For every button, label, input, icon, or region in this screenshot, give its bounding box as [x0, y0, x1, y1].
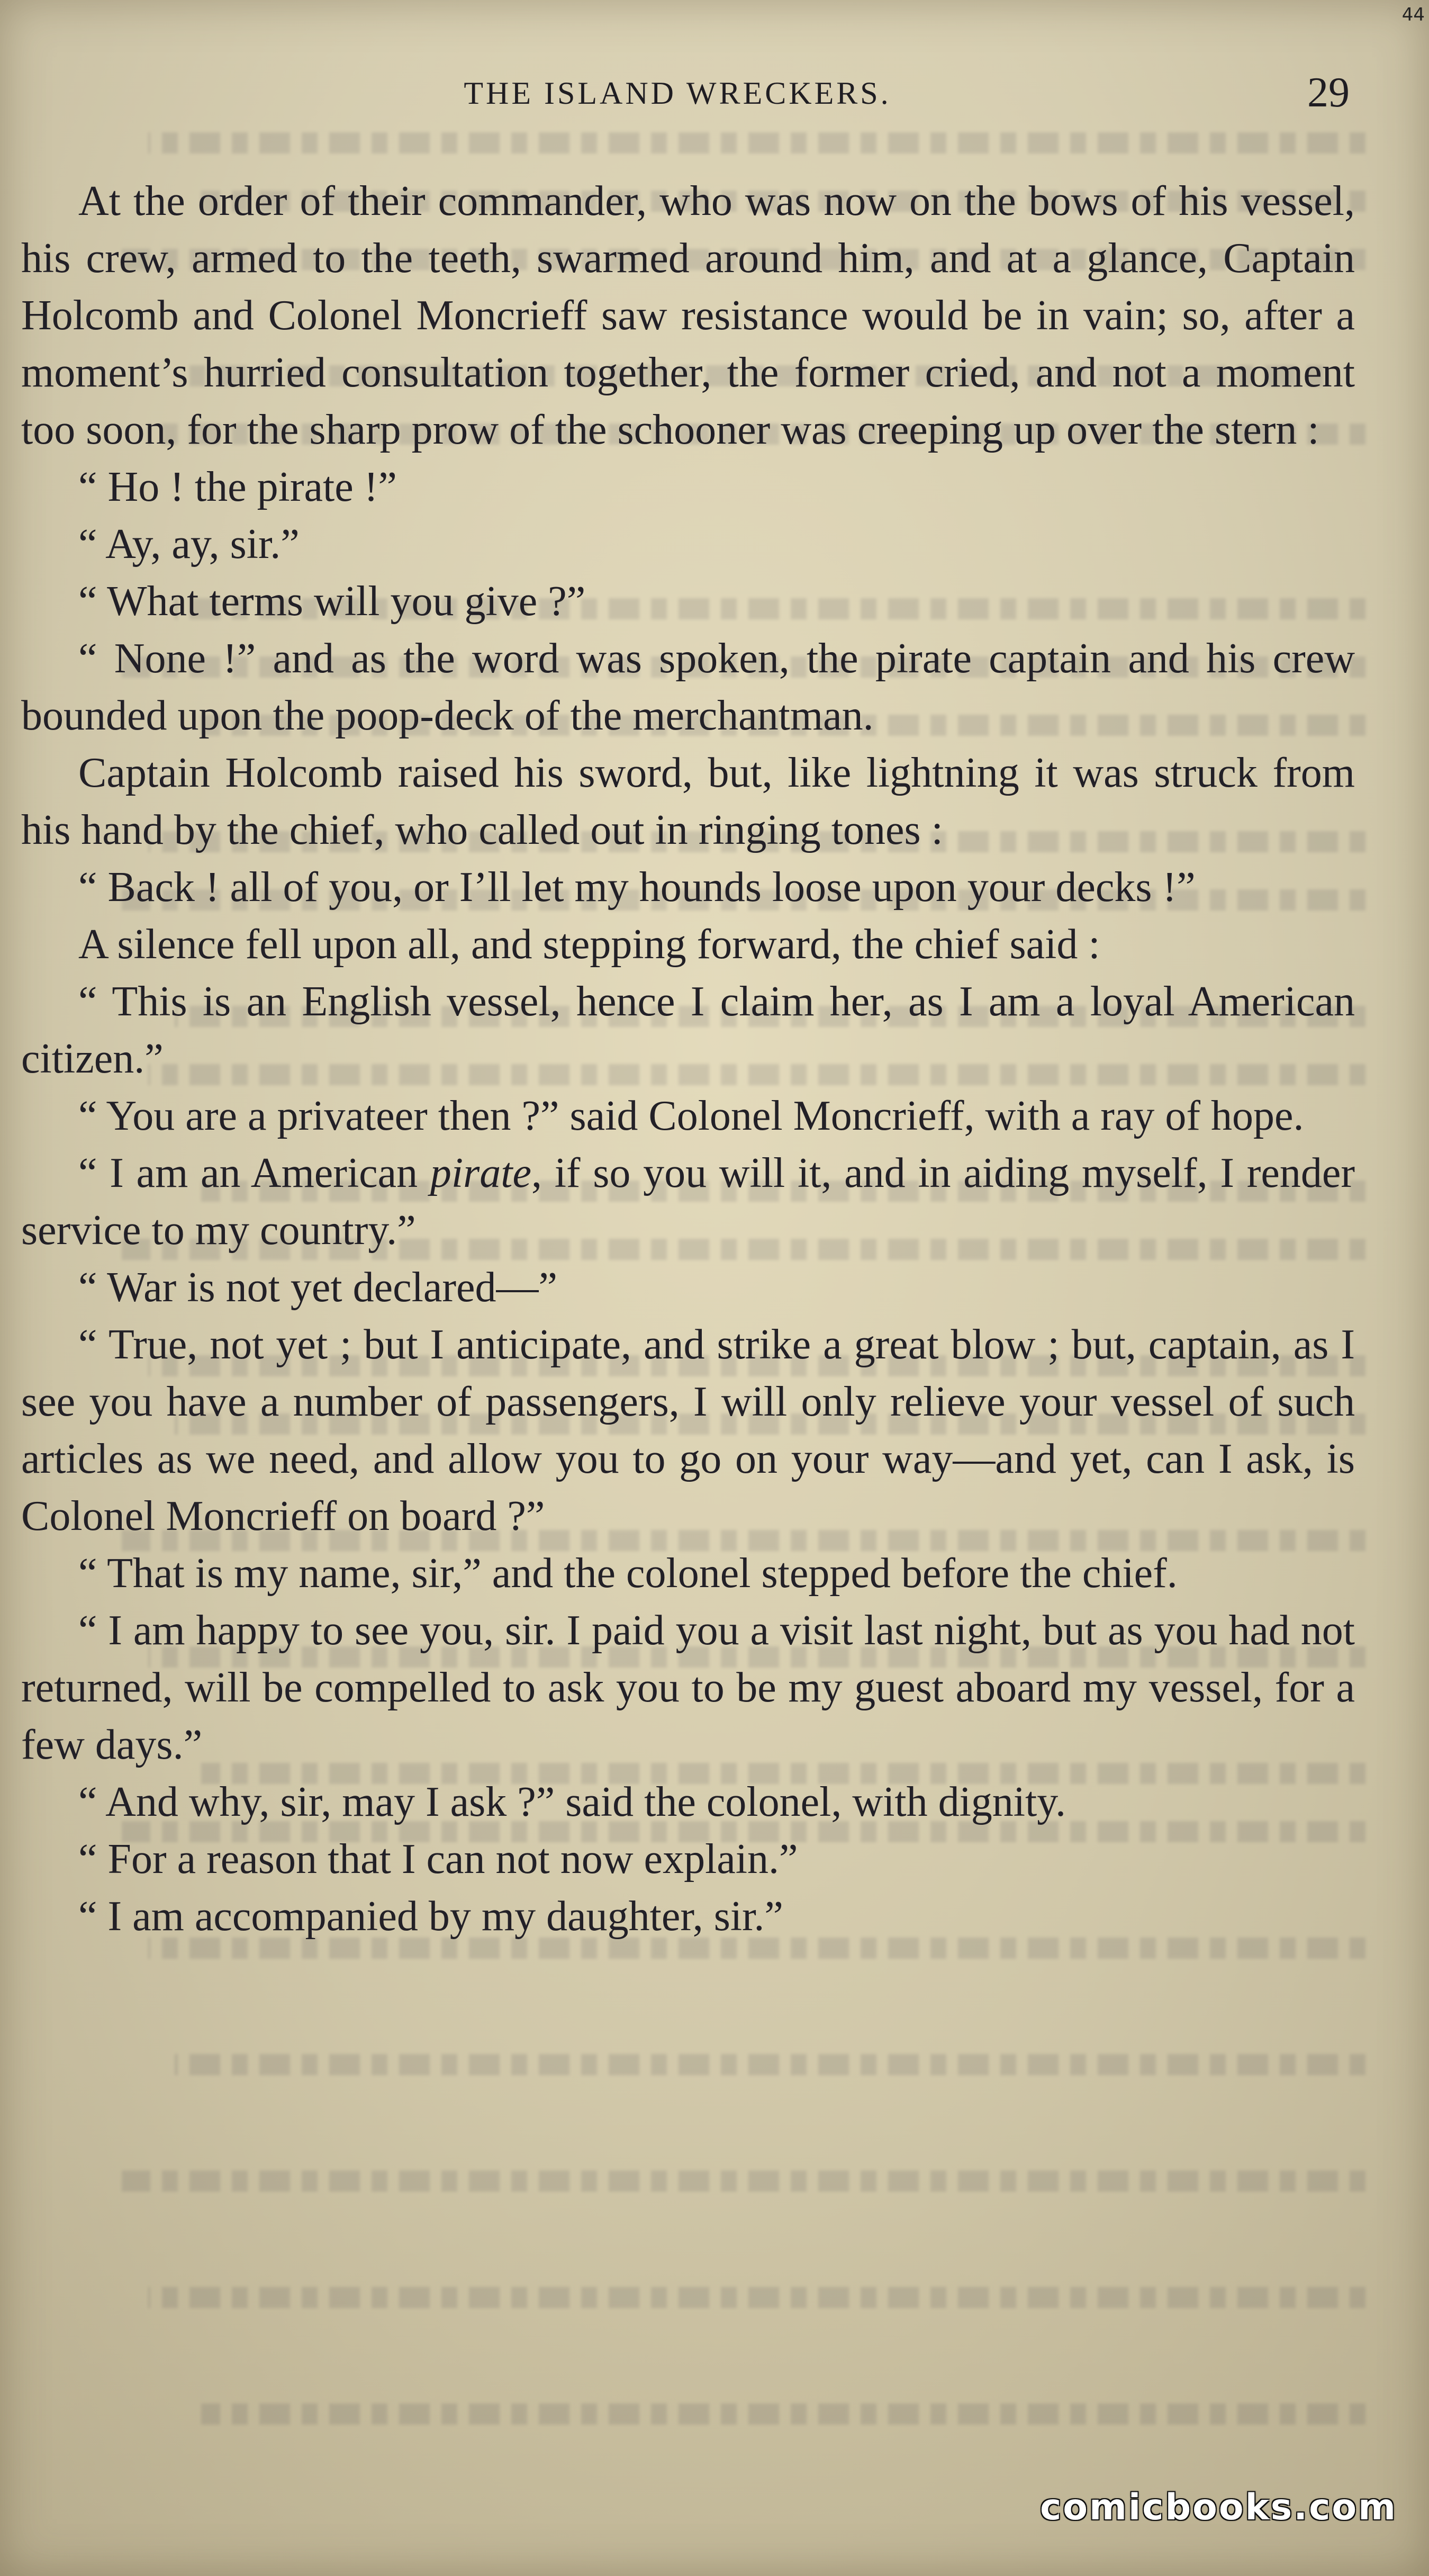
site-watermark: comicbooks.com	[1039, 2487, 1397, 2528]
paragraph: “ True, not yet ; but I anticipate, and strike a great blow ; but, captain, as I see you have a number of passengers, I will only relieve your vessel of such articles as we need, and allow you to go on your way—and yet, can I ask, is Colonel Moncrieff on board ?”	[21, 1321, 1355, 1539]
paragraph: “ Ho ! the pirate !”	[78, 464, 397, 510]
paragraph: “ This is an English vessel, hence I claim her, as I am a loyal American citizen.”	[21, 978, 1355, 1082]
page-number: 29	[1307, 69, 1350, 116]
paragraph: Captain Holcomb raised his sword, but, like lightning it was struck from his hand by the chief, who called out in ringing tones :	[21, 750, 1355, 853]
corner-mark: 44	[1401, 4, 1425, 25]
paragraph: “ War is not yet declared—”	[78, 1264, 558, 1311]
paragraph: “ I am accompanied by my daughter, sir.”	[78, 1893, 783, 1940]
body-text	[21, 173, 1355, 1945]
paragraph: “ I am happy to see you, sir. I paid you a visit last night, but as you had not returned, will be compelled to ask you to be my guest aboard my vessel, for a few days.”	[21, 1607, 1355, 1768]
page-header	[0, 69, 1429, 127]
paragraph: “ That is my name, sir,” and the colonel stepped before the chief.	[78, 1550, 1178, 1597]
paragraph: “ What terms will you give ?”	[78, 578, 586, 625]
paragraph: “ You are a privateer then ?” said Colonel Moncrieff, with a ray of hope.	[78, 1093, 1304, 1139]
emphasis: pirate	[430, 1150, 531, 1196]
paragraph: “ And why, sir, may I ask ?” said the colonel, with dignity.	[78, 1779, 1066, 1825]
paragraph: A silence fell upon all, and stepping forward, the chief said :	[78, 921, 1100, 968]
paragraph: “ Back ! all of you, or I’ll let my hounds loose upon your decks !”	[78, 864, 1196, 911]
paragraph: “ Ay, ay, sir.”	[78, 521, 300, 568]
paragraph: “ I am an American pirate, if so you will it, and in aiding myself, I render service to my country.”	[21, 1150, 1355, 1254]
running-title: THE ISLAND WRECKERS.	[464, 76, 891, 111]
paragraph: “ For a reason that I can not now explain.”	[78, 1836, 798, 1883]
paragraph: At the order of their commander, who was now on the bows of his vessel, his crew, armed to the teeth, swarmed around him, and at a glance, Captain Holcomb and Colonel Moncrieff saw resistance would be in vain; so, after a moment’s hurried consultation together, the former cried, and not a moment too soon, for the sharp prow of the schooner was creeping up over the stern :	[21, 178, 1355, 453]
paragraph: “ None !” and as the word was spoken, the pirate captain and his crew bounded upon the poop-deck of the merchantman.	[21, 635, 1355, 739]
